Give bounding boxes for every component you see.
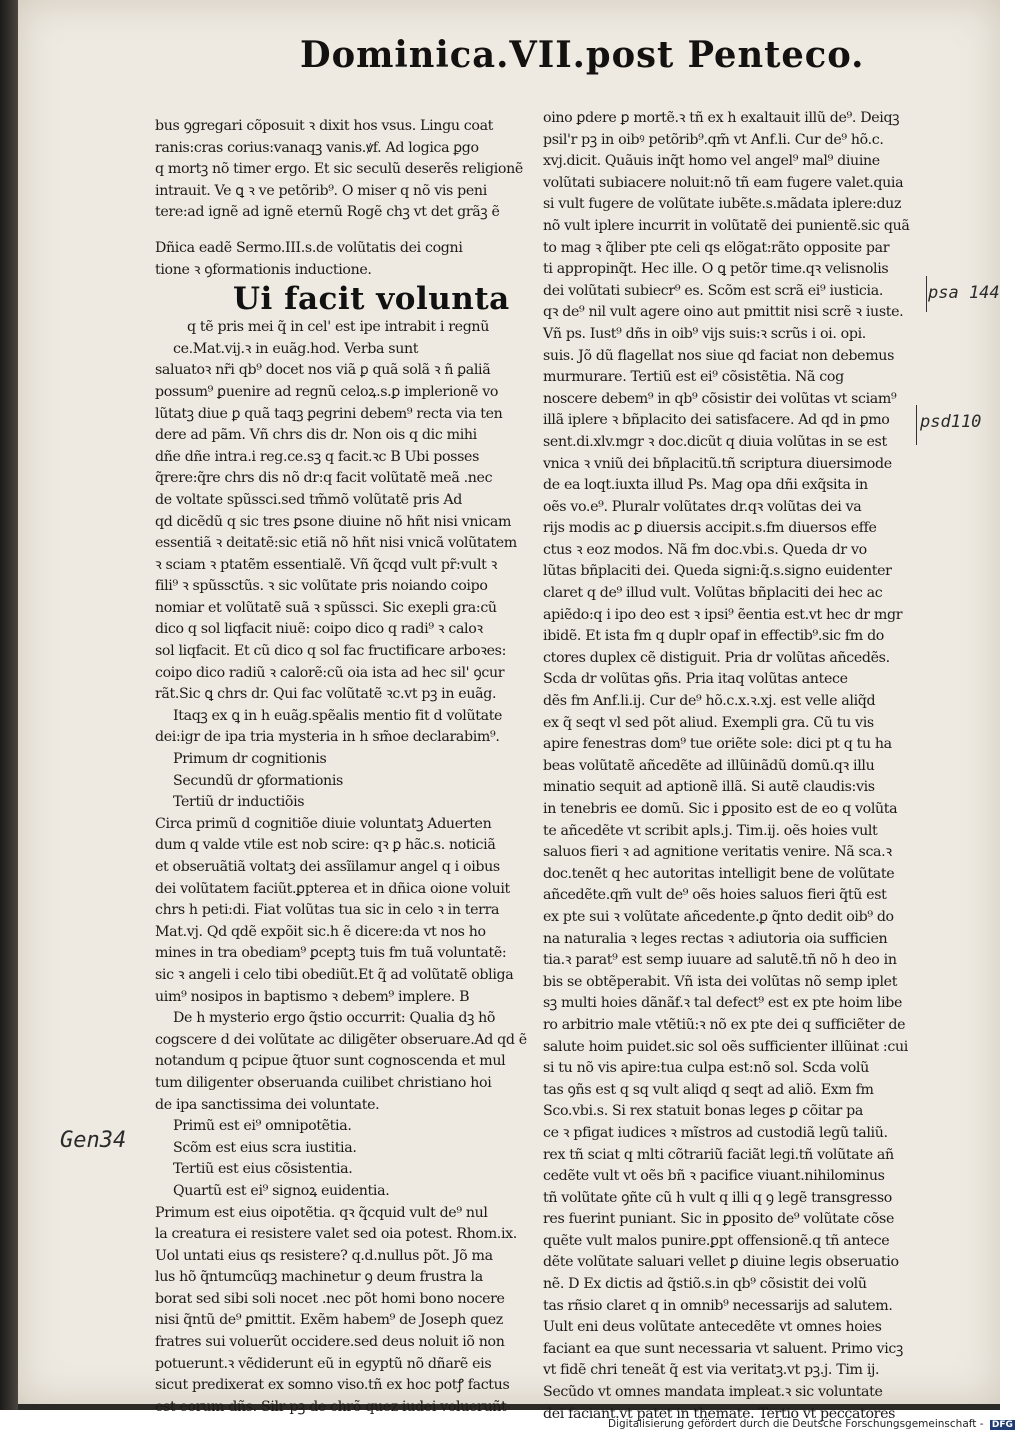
text-line: ex pte sui ꝛ volũtate añcedente.ꝑ q̃nto dedit oib⁹ do — [543, 908, 894, 925]
text-line: lũtatꝫ diue ꝑ quã taqꝫ ꝑegrini debem⁹ recta via ten — [155, 405, 503, 422]
text-line: Uult eni deus volũtate antecedẽte vt omnes hoies — [543, 1319, 882, 1336]
text-line: q mortꝫ nõ timer ergo. Et sic seculũ deserẽs religionẽ — [155, 161, 523, 178]
text-line: saluatoꝛ nr̃i qb⁹ docet nos viã ꝑ quã solã ꝛ ñ ꝑaliã — [155, 362, 491, 379]
text-line: Uol untati eius qs resistere? q.d.nullus põt. Jõ ma — [155, 1247, 493, 1264]
text-line: ranis:cras corius:vanaqꝫ vanis.ꝟf. Ad logica ꝑgo — [155, 139, 479, 156]
text-line: dei:igr de ipa tria mysteria in h sm̃oe declarabim⁹. — [155, 729, 500, 746]
text-line: dei faciant.vt patet in themate. Tertio vt peccatores — [543, 1405, 896, 1422]
text-line: dẽte volũtate saluari vellet ꝑ diuine legis obseruatio — [543, 1254, 899, 1271]
text-line: lus hõ q̃ntumcũqꝫ machinetur ꝯ deum frustra la — [155, 1269, 483, 1286]
text-line: dum q valde vtile est nob scire: qꝛ ꝑ hãc.s. noticiã — [155, 837, 496, 854]
text-line: noscere debem⁹ in qb⁹ cõsistir dei volũtas vt sciam⁹ — [543, 390, 897, 407]
text-line: Mat.vj. Qd qdẽ expõit sic.h ẽ dicere:da vt nos ho — [155, 923, 486, 940]
dfg-logo: DFG — [991, 1420, 1013, 1430]
text-line: ce.Mat.vij.ꝛ in euãg.hod. Verba sunt — [173, 340, 419, 357]
text-line: Secundũ dr ꝯformationis — [173, 772, 343, 789]
margin-note: psd110 — [920, 412, 982, 432]
text-line: Scõm est eius scra iustitia. — [173, 1139, 357, 1156]
text-line: De h mysterio ergo q̃stio occurrit: Qualia dꝫ hõ — [173, 1010, 496, 1027]
text-line: dẽs fm Anf.li.ij. Cur de⁹ hõ.c.x.ꝛ.xj. est velle aliq̃d — [543, 693, 876, 710]
text-line: ꝛ sciam ꝛ ptatẽm essentialẽ. Vñ q̃cqd vult pr̃:vult ꝛ — [155, 556, 498, 573]
text-line: Circa primũ d cognitiõe diuie voluntatꝫ Aduerten — [155, 815, 492, 832]
text-line: si tu nõ vis apire:tua culpa est:nõ sol. Scda volũ — [543, 1060, 869, 1077]
text-line: est eorum dñs. Silr pꝫ de chrõ quez iudei volueruñt — [155, 1398, 507, 1415]
text-line: et obseruãtiã voltatꝫ dei assĩilamur angel q i oibus — [155, 859, 500, 875]
text-line: faciant ea que sunt necessaria vt saluent. Primo vicꝫ — [543, 1340, 903, 1357]
text-line: tum diligenter obseruanda cuilibet christiano hoi — [155, 1074, 492, 1091]
text-line: oẽs vo.e⁹. Pluralr volũtates dr.qꝛ volũtas dei va — [543, 498, 862, 515]
text-line: sꝫ multi hoies dãnãf.ꝛ tal defect⁹ est ex pte hoim libe — [543, 995, 903, 1012]
text-line: borat sed sibi soli nocet .nec põt homi bono nocere — [155, 1290, 505, 1307]
text-line: sol liqfacit. Et cũ dico q sol fac fructificare arboꝛes: — [155, 643, 507, 660]
text-line: de ea loqt.iuxta illud Ps. Mag opa dñi exq̃sita in — [543, 477, 868, 494]
footer-credit — [608, 1418, 1015, 1430]
text-line: nõ vult iplere incurrit in volũtatẽ dei punientẽ.sic quã — [543, 217, 910, 234]
text-line: possum⁹ ꝑuenire ad regnũ celoꝝ.s.ꝑ implerionẽ vo — [155, 383, 499, 400]
text-line: in tenebris ee domũ. Sic i ꝑposito est de eo q volũta — [543, 801, 898, 817]
text-line: sic ꝛ angeli i celo tibi obediũt.Et q̃ ad volũtatẽ obliga — [155, 966, 514, 983]
text-line: na naturalia ꝛ leges rectas ꝛ adiutoria oia sufficien — [543, 930, 888, 947]
text-line: vnica ꝛ vniũ dei bñplacitũ.tñ scriptura diuersimode — [543, 455, 892, 472]
text-line: minatio sequit ad aptionẽ illã. Si autẽ claudis:vis — [543, 779, 875, 796]
margin-bracket — [916, 405, 917, 445]
text-line: Scda dr volũtas ꝯñs. Pria itaq volũtas antece — [543, 671, 848, 688]
text-line: sicut predixerat ex somno viso.tñ ex hoc potꝭ factus — [155, 1377, 510, 1394]
text-line: nẽ. D Ex dictis ad q̃stiõ.s.in qb⁹ cõsistit dei volũ — [543, 1276, 867, 1293]
text-line: dei volũtatem faciũt.ꝑpterea et in dñica oione voluit — [155, 880, 510, 897]
text-line: rex tñ sciat q mlti cõtrariũ faciãt legi.tñ volũtate añ — [543, 1146, 894, 1163]
text-line: la creatura ei resistere valet sed oia potest. Rhom.ix. — [155, 1226, 517, 1243]
text-line: tas ꝯñs est q sq vult aliqd q seqt ad aliõ. Exm fm — [543, 1081, 874, 1098]
text-line: dei volũtati subiecr⁹ es. Scõm est scrã ei⁹ iusticia. — [543, 282, 883, 299]
text-line: nomiar et volũtatẽ suã ꝛ spũssci. Sic exepli gra:cũ — [155, 599, 497, 616]
text-line: ctus ꝛ eoz modos. Nã fm doc.vbi.s. Queda dr vo — [543, 541, 867, 558]
text-line: Primum est eius oipotẽtia. qꝛ q̃cquid vult de⁹ nul — [155, 1204, 488, 1221]
text-line: ibidẽ. Et ista fm q duplr opaf in effectib⁹.sic fm do — [543, 628, 884, 645]
text-line: saluos fieri ꝛ ad agnitione veritatis venire. Nã sca.ꝛ — [543, 844, 892, 861]
left-column — [155, 116, 527, 1418]
text-line: chrs h peti:di. Fiat volũtas tua sic in celo ꝛ in terra — [155, 902, 500, 919]
text-line: apiẽdo:q i ipo deo est ꝛ ipsi⁹ ẽentia est.vt hec dr mgr — [543, 606, 903, 623]
text-line: dere ad pãm. Vñ chrs dis dr. Non ois q dic mihi — [155, 427, 477, 444]
margin-note: psa 144 — [928, 283, 1000, 303]
text-line: si vult fugere de volũtate iubẽte.s.mãdata iplere:duz — [543, 196, 902, 213]
text-line: vt fidẽ chri teneãt q̃ est via veritatꝫ.vt pꝫ.j. Tim ij. — [543, 1362, 880, 1379]
text-line: xvj.dicit. Quãuis inq̃t homo vel angel⁹ mal⁹ diuine — [543, 153, 880, 170]
text-line: suis. Jõ dũ flagellat nos siue qd faciat non debemus — [543, 347, 895, 364]
text-line: essentiã ꝛ deitatẽ:sic etiã nõ hñt nisi vnicã volũtatem — [155, 535, 517, 552]
text-line: coipo dico radiũ ꝛ calorẽ:cũ oia ista ad hec sil' ꝯcur — [155, 664, 505, 681]
text-line: Tertiũ est eius cõsistentia. — [173, 1161, 353, 1178]
text-line: Quartũ est ei⁹ signoꝝ euidentia. — [173, 1182, 390, 1199]
text-line: Sco.vbi.s. Si rex statuit bonas leges ꝑ cõitar pa — [543, 1103, 863, 1120]
text-line: bis se obtẽperabit. Vñ ista dei volũtas nõ semp iplet — [543, 973, 898, 990]
running-header: Dominica.VII.post Penteco. — [300, 34, 865, 76]
text-line: rijs modis ac ꝑ diuersis accipit.s.fm diuersos effe — [543, 520, 877, 537]
text-line: Dñica eadẽ Sermo.III.s.de volũtatis dei cogni — [155, 239, 463, 256]
text-line: lũtas bñplaciti dei. Queda signi:q̃.s.signo euidenter — [543, 563, 892, 580]
text-line: doc.tenẽt q hec autoritas intelligit bene de volũtate — [543, 865, 895, 882]
initial-heading: Ui facit volunta — [233, 281, 510, 318]
text-line: rãt.Sic ꝗ chrs dr. Qui fac volũtatẽ ꝛc.vt pꝫ in euãg. — [155, 686, 497, 703]
text-line: potuerunt.ꝛ vẽdiderunt eũ in egyptũ nõ dñarẽ eis — [155, 1355, 492, 1372]
text-line: oino ꝑdere ꝑ mortẽ.ꝛ tñ ex h exaltauit illũ de⁹. Deiqꝫ — [543, 110, 900, 126]
text-line: quẽte vult malos punire.ꝑpt offensionẽ.q tñ antece — [543, 1232, 890, 1249]
text-line: bus ꝯgregari cõposuit ꝛ dixit hos vsus. Lingu coat — [155, 118, 494, 134]
text-line: q̃rere:q̃re chrs dis nõ dr:q facit volũtatẽ meã .nec — [155, 470, 493, 487]
text-line: fili⁹ ꝛ spũssctũs. ꝛ sic volũtate pris noiando coipo — [155, 578, 488, 595]
text-line: dñe dñe intra.i reg.ce.sꝫ q facit.ꝛc B Ubi posses — [155, 448, 479, 465]
right-column — [543, 108, 923, 1425]
text-line: ctores duplex cẽ distiguit. Pria dr volũtas añcedẽs. — [543, 649, 890, 666]
text-line: tñ volũtate ꝯñte cũ h vult q illi q ꝯ legẽ transgresso — [543, 1189, 892, 1206]
text-line: de voltate spũssci.sed tm̃mõ volũtatẽ pris Ad — [155, 491, 462, 508]
text-line: apire fenestras dom⁹ tue oriẽte sole: dici pt q tu ha — [543, 736, 892, 753]
text-line: Itaqꝫ ex ꝗ in h euãg.spẽalis mentio fit d volũtate — [173, 707, 503, 724]
text-line: ro arbitrio male vtẽtiũ:ꝛ nõ ex pte dei q sufficiẽter de — [543, 1016, 906, 1033]
text-line: tione ꝛ ꝯformationis inductione. — [155, 261, 372, 278]
text-line: qd dicẽdũ q sic tres ꝑsone diuine nõ hñt nisi vnicam — [155, 513, 512, 530]
text-line: salute hoim puidet.sic sol oẽs sufficienter illũinat :cui — [543, 1038, 908, 1055]
text-line: illã iplere ꝛ bñplacito dei satisfacere. Ad qd in ꝑmo — [543, 412, 890, 429]
text-line: nisi q̃ntũ de⁹ ꝑmittit. Exẽm habem⁹ de Joseph quez — [155, 1312, 503, 1329]
margin-bracket — [926, 276, 927, 312]
text-line: ce ꝛ pfigat iudices ꝛ mĩstros ad custodiã legũ taliũ. — [543, 1124, 888, 1141]
text-line: mines in tra obediam⁹ ꝑceptꝫ tuis fm tuã voluntatẽ: — [155, 945, 507, 962]
text-line: te añcedẽte vt scribit apls.j. Tim.ij. oẽs hoies vult — [543, 822, 878, 839]
text-line: volũtati subiacere noluit:nõ tñ eam fugere valet.quia — [543, 174, 904, 191]
text-line: q tẽ pris mei q̃ in cel' est ipe intrabit i regnũ — [187, 319, 489, 336]
text-line: psil'r pꝫ in oibꝰ petõrib⁹.qm̃ vt Anf.li. Cur de⁹ hõ.c. — [543, 131, 884, 148]
text-line: ti appropinq̃t. Hec ille. O ꝗ petõr time.qꝛ velisnolis — [543, 261, 889, 278]
text-line: notandum q pcipue q̃tuor sunt cognoscenda et mul — [155, 1053, 506, 1070]
text-line: res fuerint puniant. Sic in ꝑposito de⁹ volũtate cõse — [543, 1211, 895, 1228]
text-line: Vñ ps. Iust⁹ dñs in oib⁹ vijs suis:ꝛ scrũs i oi. opi. — [543, 325, 866, 342]
text-line: añcedẽte.qm̃ vult de⁹ oẽs hoies saluos fieri q̃tũ est — [543, 887, 887, 904]
text-line: Primum dr cognitionis — [173, 751, 327, 768]
text-line: dico q sol liqfacit niuẽ: coipo dico q radi⁹ ꝛ caloꝛ — [155, 621, 483, 638]
text-line: qꝛ de⁹ nil vult agere oino aut pmittit nisi scrẽ ꝛ iuste. — [543, 304, 904, 321]
text-line: murmurare. Tertiũ est ei⁹ cõsistẽtia. Nã cog — [543, 369, 844, 386]
text-line: intrauit. Ve ꝗ ꝛ ve petõrib⁹. O miser q nõ vis peni — [155, 182, 487, 199]
text-line: cedẽte vult vt oẽs bñ ꝛ pacifice viuant.nihilominus — [543, 1168, 885, 1185]
text-line: tia.ꝛ parat⁹ est semp iuuare ad salutẽ.tñ nõ h deo in — [543, 952, 897, 969]
text-line: Tertiũ dr inductiõis — [173, 794, 305, 811]
text-line: cogscere d dei volũtate ac diligẽter obseruare.Ad qd ẽ — [155, 1031, 527, 1048]
text-line: tere:ad ignẽ ad ignẽ eternũ Rogẽ chꝫ vt det grãꝫ ẽ — [155, 204, 500, 221]
text-line: beas volũtatẽ añcedẽte ad illũinãdũ domũ.qꝛ illu — [543, 757, 875, 774]
text-line: tas rñsio claret q in omnib⁹ necessarijs ad salutem. — [543, 1297, 893, 1314]
text-line: de ipa sanctissima dei voluntate. — [155, 1096, 380, 1113]
book-edge — [0, 0, 18, 1410]
text-line: uim⁹ nosipos in baptismo ꝛ debem⁹ implere. B — [155, 988, 470, 1005]
text-line: fratres sui voluerũt occidere.sed deus noluit iõ non — [155, 1334, 505, 1351]
text-line: Secũdo vt omnes mandata impleat.ꝛ sic voluntate — [543, 1384, 883, 1401]
text-line: sent.di.xlv.mgr ꝛ doc.dicũt q diuia volũtas in se est — [543, 433, 887, 450]
margin-note: Gen34 — [60, 1128, 127, 1153]
text-line: to mag ꝛ q̃liber pte celi qs elõgat:rãto opposite par — [543, 239, 890, 256]
footer-text: Digitalisierung gefördert durch die Deutsche Forschungsgemeinschaft - — [608, 1418, 984, 1430]
text-line: ex q̃ seqt vl sed põt aliud. Exempli gra. Cũ tu vis — [543, 714, 874, 731]
text-line: claret q de⁹ illud vult. Volũtas bñplaciti dei hec ac — [543, 585, 883, 602]
text-line: Primũ est ei⁹ omnipotẽtia. — [173, 1118, 352, 1135]
